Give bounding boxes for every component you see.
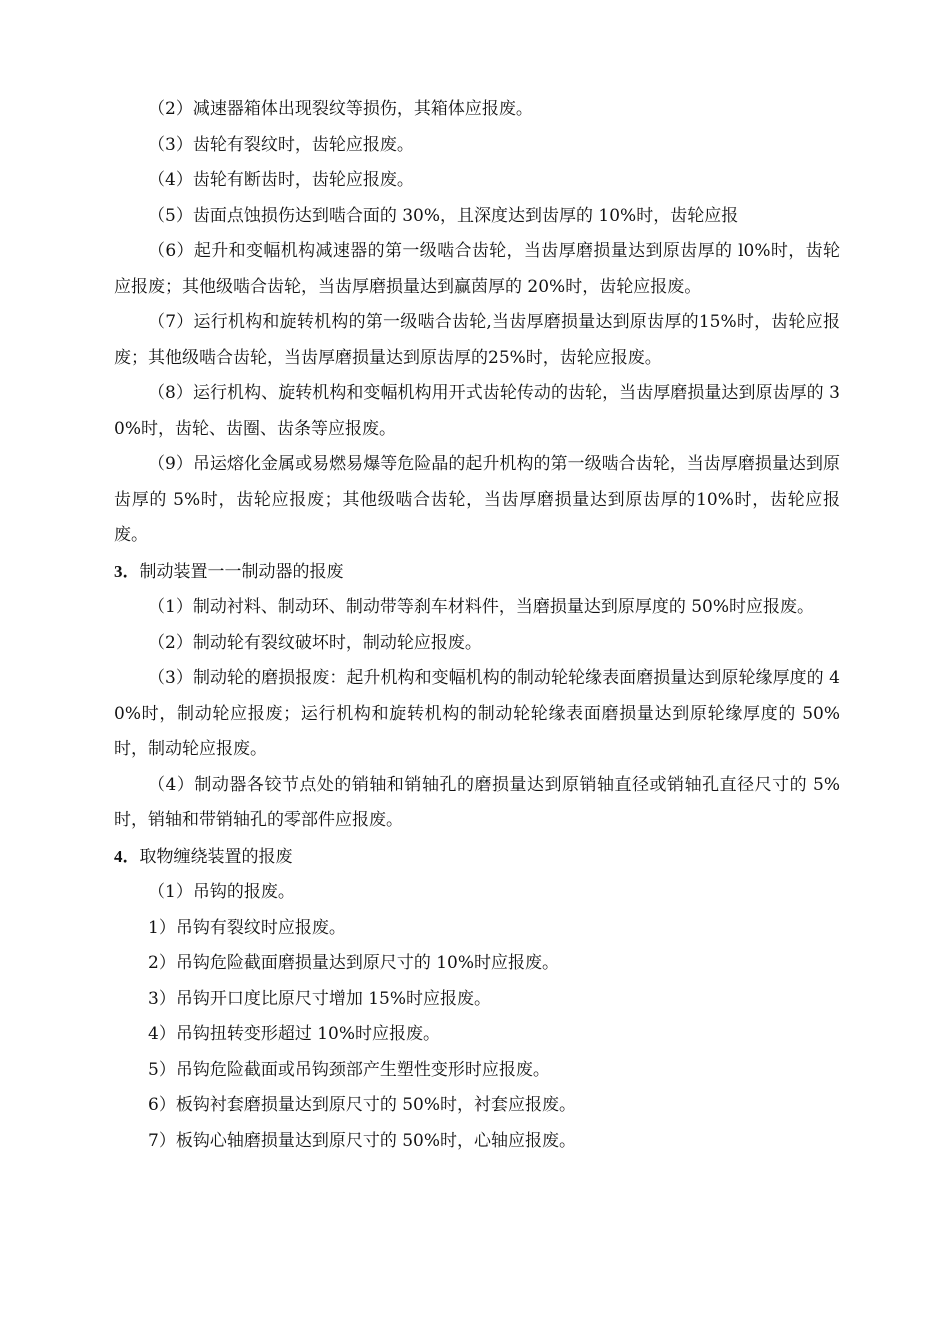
paragraph-5-pitting: （5）齿面点蚀损伤达到啮合面的 30%，且深度达到齿厚的 10%时，齿轮应报	[148, 205, 739, 226]
paragraph-3-gear-crack: （3）齿轮有裂纹时，齿轮应报废。	[148, 134, 414, 155]
list-item-hook-4: 4）吊钩扭转变形超过 10%时应报废。	[148, 1024, 441, 1044]
section-heading-brake: 3．制动装置一一制动器的报废	[114, 561, 344, 582]
list-item-hook-5: 5）吊钩危险截面或吊钩颈部产生塑性变形时应报废。	[148, 1059, 550, 1080]
paragraph-brake-wheel-wear: （3）制动轮的磨损报废：起升机构和变幅机构的制动轮轮缘表面磨损量达到原轮缘厚度的 40%时，制动轮应报废；运行机构和旋转机构的制动轮轮缘表面磨损量达到原轮缘厚度的 50%时，制动轮应报废。	[114, 668, 840, 759]
list-item-hook-1: 1）吊钩有裂纹时应报废。	[148, 917, 346, 938]
paragraph-brake-wheel-crack: （2）制动轮有裂纹破坏时，制动轮应报废。	[148, 632, 482, 653]
list-item-hook-2: 2）吊钩危险截面磨损量达到原尺寸的 10%时应报废。	[148, 953, 560, 973]
paragraph-7-travel-gear-wear: （7）运行机构和旋转机构的第一级啮合齿轮,当齿厚磨损量达到原齿厚的15%时，齿轮应报废；其他级啮合齿轮，当齿厚磨损量达到原齿厚的25%时，齿轮应报废。	[114, 312, 840, 368]
paragraph-6-lifting-gear-wear: （6）起升和变幅机构减速器的第一级啮合齿轮，当齿厚磨损量达到原齿厚的 l0%时，齿轮应报废；其他级啮合齿轮，当齿厚磨损量达到赢茵厚的 20%时，齿轮应报废。	[114, 241, 840, 297]
paragraph-brake-lining: （1）制动衬料、制动环、制动带等刹车材料件，当磨损量达到原厚度的 50%时应报废。	[148, 597, 815, 617]
paragraph-brake-pin-wear: （4）制动器各铰节点处的销轴和销轴孔的磨损量达到原销轴直径或销轴孔直径尺寸的 5%时，销轴和带销轴孔的零部件应报废。	[114, 774, 840, 830]
section-title: 制动装置一一制动器的报废	[139, 561, 344, 582]
section-title: 取物缠绕装置的报废	[139, 846, 293, 867]
paragraph-9-hazardous-lifting-gear: （9）吊运熔化金属或易燃易爆等危险晶的起升机构的第一级啮合齿轮，当齿厚磨损量达到原齿厚的 5%时，齿轮应报废；其他级啮合齿轮，当齿厚磨损量达到原齿厚的10%时，齿轮应报废。	[114, 454, 840, 545]
section-heading-hook: 4．取物缠绕装置的报废	[114, 846, 293, 867]
paragraph-2-gearbox-housing: （2）减速器箱体出现裂纹等损伤，其箱体应报废。	[148, 99, 533, 119]
paragraph-4-broken-tooth: （4）齿轮有断齿时，齿轮应报废。	[148, 170, 414, 190]
paragraph-hook-scrap: （1）吊钩的报废。	[148, 882, 295, 902]
list-item-hook-6: 6）板钩衬套磨损量达到原尺寸的 50%时，衬套应报废。	[148, 1095, 577, 1115]
list-item-hook-7: 7）板钩心轴磨损量达到原尺寸的 50%时，心轴应报废。	[148, 1130, 577, 1151]
document-body	[114, 92, 840, 1159]
section-number: 3	[114, 561, 123, 581]
list-item-hook-3: 3）吊钩开口度比原尺寸增加 15%时应报废。	[148, 988, 492, 1009]
paragraph-8-open-gear-wear: （8）运行机构、旋转机构和变幅机构用开式齿轮传动的齿轮，当齿厚磨损量达到原齿厚的 30%时，齿轮、齿圈、齿条等应报废。	[114, 383, 840, 439]
section-number: 4	[114, 846, 123, 866]
